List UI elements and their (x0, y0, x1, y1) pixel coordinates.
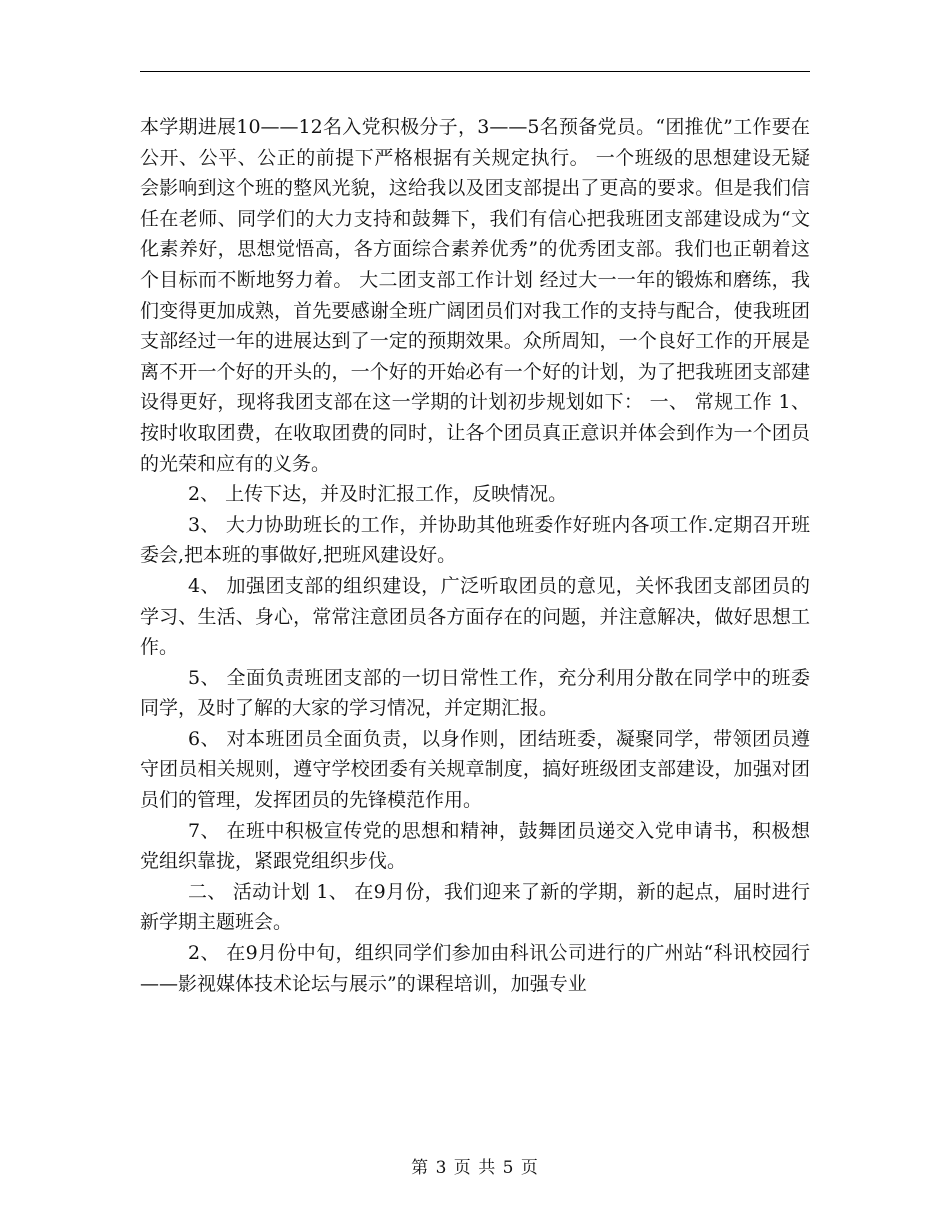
paragraph-9: 2、 在9月份中旬，组织同学们参加由科讯公司进行的广州站“科讯校园行——影视媒体技术论坛与展示”的课程培训，加强专业 (140, 942, 810, 995)
paragraph-7: 7、 在班中积极宣传党的思想和精神，鼓舞团员递交入党申请书，积极想党组织靠拢，紧跟党组织步伐。 (140, 819, 810, 873)
document-body (140, 112, 810, 999)
paragraph-2: 2、 上传下达，并及时汇报工作，反映情况。 (188, 483, 568, 506)
paragraph-8: 二、 活动计划 1、 在9月份，我们迎来了新的学期，新的起点，届时进行新学期主题班会。 (140, 880, 810, 934)
paragraph-3: 3、 大力协助班长的工作，并协助其他班委作好班内各项工作.定期召开班委会,把本班的事做好,把班风建设好。 (140, 513, 810, 567)
paragraph-4: 4、 加强团支部的组织建设，广泛听取团员的意见，关怀我团支部团员的学习、生活、身心，常常注意团员各方面存在的问题，并注意解决，做好思想工作。 (140, 574, 810, 659)
paragraph-6: 6、 对本班团员全面负责，以身作则，团结班委，凝聚同学，带领团员遵守团员相关规则，遵守学校团委有关规章制度，搞好班级团支部建设，加强对团员们的管理，发挥团员的先锋模范作用。 (140, 727, 810, 812)
paragraph-1: 本学期进展10——12名入党积极分子，3——5名预备党员。“团推优”工作要在公开、公平、公正的前提下严格根据有关规定执行。 一个班级的思想建设无疑会影响到这个班的整风光貌，这给我以及团支部提出了更高的要求。但是我们信任在老师、同学们的大力支持和鼓舞下，我们有信心把我班团支部建设成为“文化素养好，思想觉悟高，各方面综合素养优秀”的优秀团支部。我们也正朝着这个目标而不断地努力着。 大二团支部工作计划 经过大一一年的锻炼和磨练，我们变得更加成熟，首先要感谢全班广阔团员们对我工作的支持与配合，使我班团支部经过一年的进展达到了一定的预期效果。众所周知，一个良好工作的开展是离不开一个好的开头的，一个好的开始必有一个好的计划，为了把我班团支部建设得更好，现将我团支部在这一学期的计划初步规划如下： 一、 常规工作 1、 按时收取团费，在收取团费的同时，让各个团员真正意识并体会到作为一个团员的光荣和应有的义务。 (140, 116, 810, 475)
paragraph-5: 5、 全面负责班团支部的一切日常性工作，充分利用分散在同学中的班委同学，及时了解的大家的学习情况，并定期汇报。 (140, 666, 810, 720)
page-number-footer: 第 3 页 共 5 页 (411, 1158, 539, 1178)
header-rule (140, 71, 810, 72)
